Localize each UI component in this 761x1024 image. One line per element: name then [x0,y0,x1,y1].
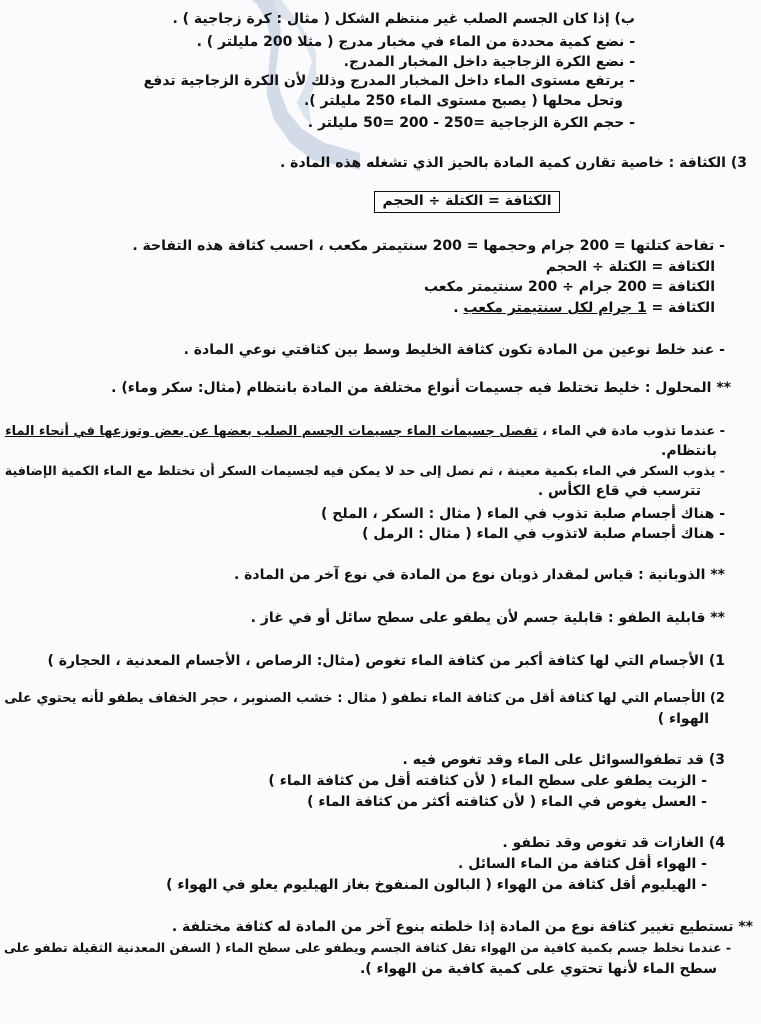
text-line: 4) الغازات قد تغوص وقد تطفو . [502,835,725,851]
text-line: - يذوب السكر في الماء بكمية معينة ، ثم نصل إلى حد لا يمكن فيه لجسيمات السكر أن تختلط مع الماء الكمية الإضافية [4,463,725,478]
text-line: - عندما نخلط جسم بكمية كافية من الهواء تقل كثافة الجسم ويطفو على سطح الماء ( السفن المعدنية الثقيلة تطفو على [4,941,731,955]
text-line: 3) الكثافة : خاصية تقارن كمية المادة بالحيز الذي تشغله هذه المادة . [279,155,747,171]
text-line: بانتظام. [661,443,717,459]
text-line: الهواء ) [657,711,709,727]
text-line [5,423,725,441]
text-line: 3) قد تطفوالسوائل على الماء وقد تغوص فيه . [402,752,725,768]
text-line: - هناك أجسام صلبة تذوب في الماء ( مثال : السكر ، الملح ) [321,506,725,522]
text-line: - نضع الكرة الزجاجية داخل المخبار المدرج. [343,54,635,70]
text-line: وتحل محلها ( يصبح مستوى الماء 250 مليلتر ). [303,93,623,109]
text-line: - عند خلط نوعين من المادة تكون كثافة الخليط وسط بين كثافتي نوعي المادة . [183,342,725,358]
text-line: سطح الماء لأنها تحتوي على كمية كافية من الهواء ). [359,961,717,977]
text-line: ب) إذا كان الجسم الصلب غير منتظم الشكل ( مثال : كرة زجاجية ) . [172,11,635,27]
text-line: الكثافة = 1 جرام لكل سنتيمتر مكعب . [453,300,715,316]
text-line: - هناك أجسام صلبة لاتذوب في الماء ( مثال : الرمل ) [362,526,725,542]
text-line: الكثافة = الكتلة ÷ الحجم [545,259,715,275]
underlined-text: تفصل جسيمات الماء جسيمات الجسم الصلب بعضها عن بعض وتوزعها في أنحاء الماء [5,424,538,439]
text-line: ** قابلية الطفو : قابلية جسم لأن يطفو على سطح سائل أو في غاز . [250,610,725,626]
text-line: - نضع كمية محددة من الماء في مخبار مدرج ( مثلا 200 مليلتر ) . [196,34,635,50]
text-span: - عندما تذوب مادة في الماء ، [537,424,725,439]
text-line: 2) الأجسام التي لها كثافة أقل من كثافة الماء تطفو ( مثال : خشب الصنوبر ، حجر الخفاف يطفو لأنه يحتوي على [4,691,725,706]
text-line: الكثافة = 200 جرام ÷ 200 سنتيمتر مكعب [423,279,715,295]
text-line: ** تستطيع تغيير كثافة نوع من المادة إذا خلطته بنوع آخر من المادة له كثافة مختلفة . [171,919,753,935]
text-line: - الهواء أقل كثافة من الماء السائل . [458,856,707,872]
density-formula-box: الكثافة = الكتلة ÷ الحجم [374,191,560,213]
text-line: ** المحلول : خليط تختلط فيه جسيمات أنواع مختلفة من المادة بانتظام (مثال: سكر وماء) . [111,380,731,396]
text-line: - يرتفع مستوى الماء داخل المخبار المدرج وذلك لأن الكرة الزجاجية تدفع [143,73,635,89]
text-line: ** الذوبانية : قياس لمقدار ذوبان نوع من المادة في نوع آخر من المادة . [233,567,725,583]
text-line: 1) الأجسام التي لها كثافة أكبر من كثافة الماء تغوص (مثال: الرصاص ، الأجسام المعدنية ، الحجارة ) [47,653,725,669]
text-line: - حجم الكرة الزجاجية =250 - 200 =50 مليلتر . [307,115,635,131]
text-line: - الزيت يطفو على سطح الماء ( لأن كثافته أقل من كثافة الماء ) [268,773,707,789]
text-line: - العسل يغوص في الماء ( لأن كثافته أكثر من كثافة الماء ) [307,794,707,810]
text-line: تترسب في قاع الكأس . [537,483,701,499]
text-line: - الهيليوم أقل كثافة من الهواء ( البالون المنفوخ بغاز الهيليوم يعلو في الهواء ) [166,877,707,893]
text-line: - تفاحة كتلتها = 200 جرام وحجمها = 200 سنتيمتر مكعب ، احسب كثافة هذه التفاحة . [132,238,725,254]
text-span: الكثافة = [646,300,715,316]
underlined-answer: 1 جرام لكل سنتيمتر مكعب [463,300,647,316]
